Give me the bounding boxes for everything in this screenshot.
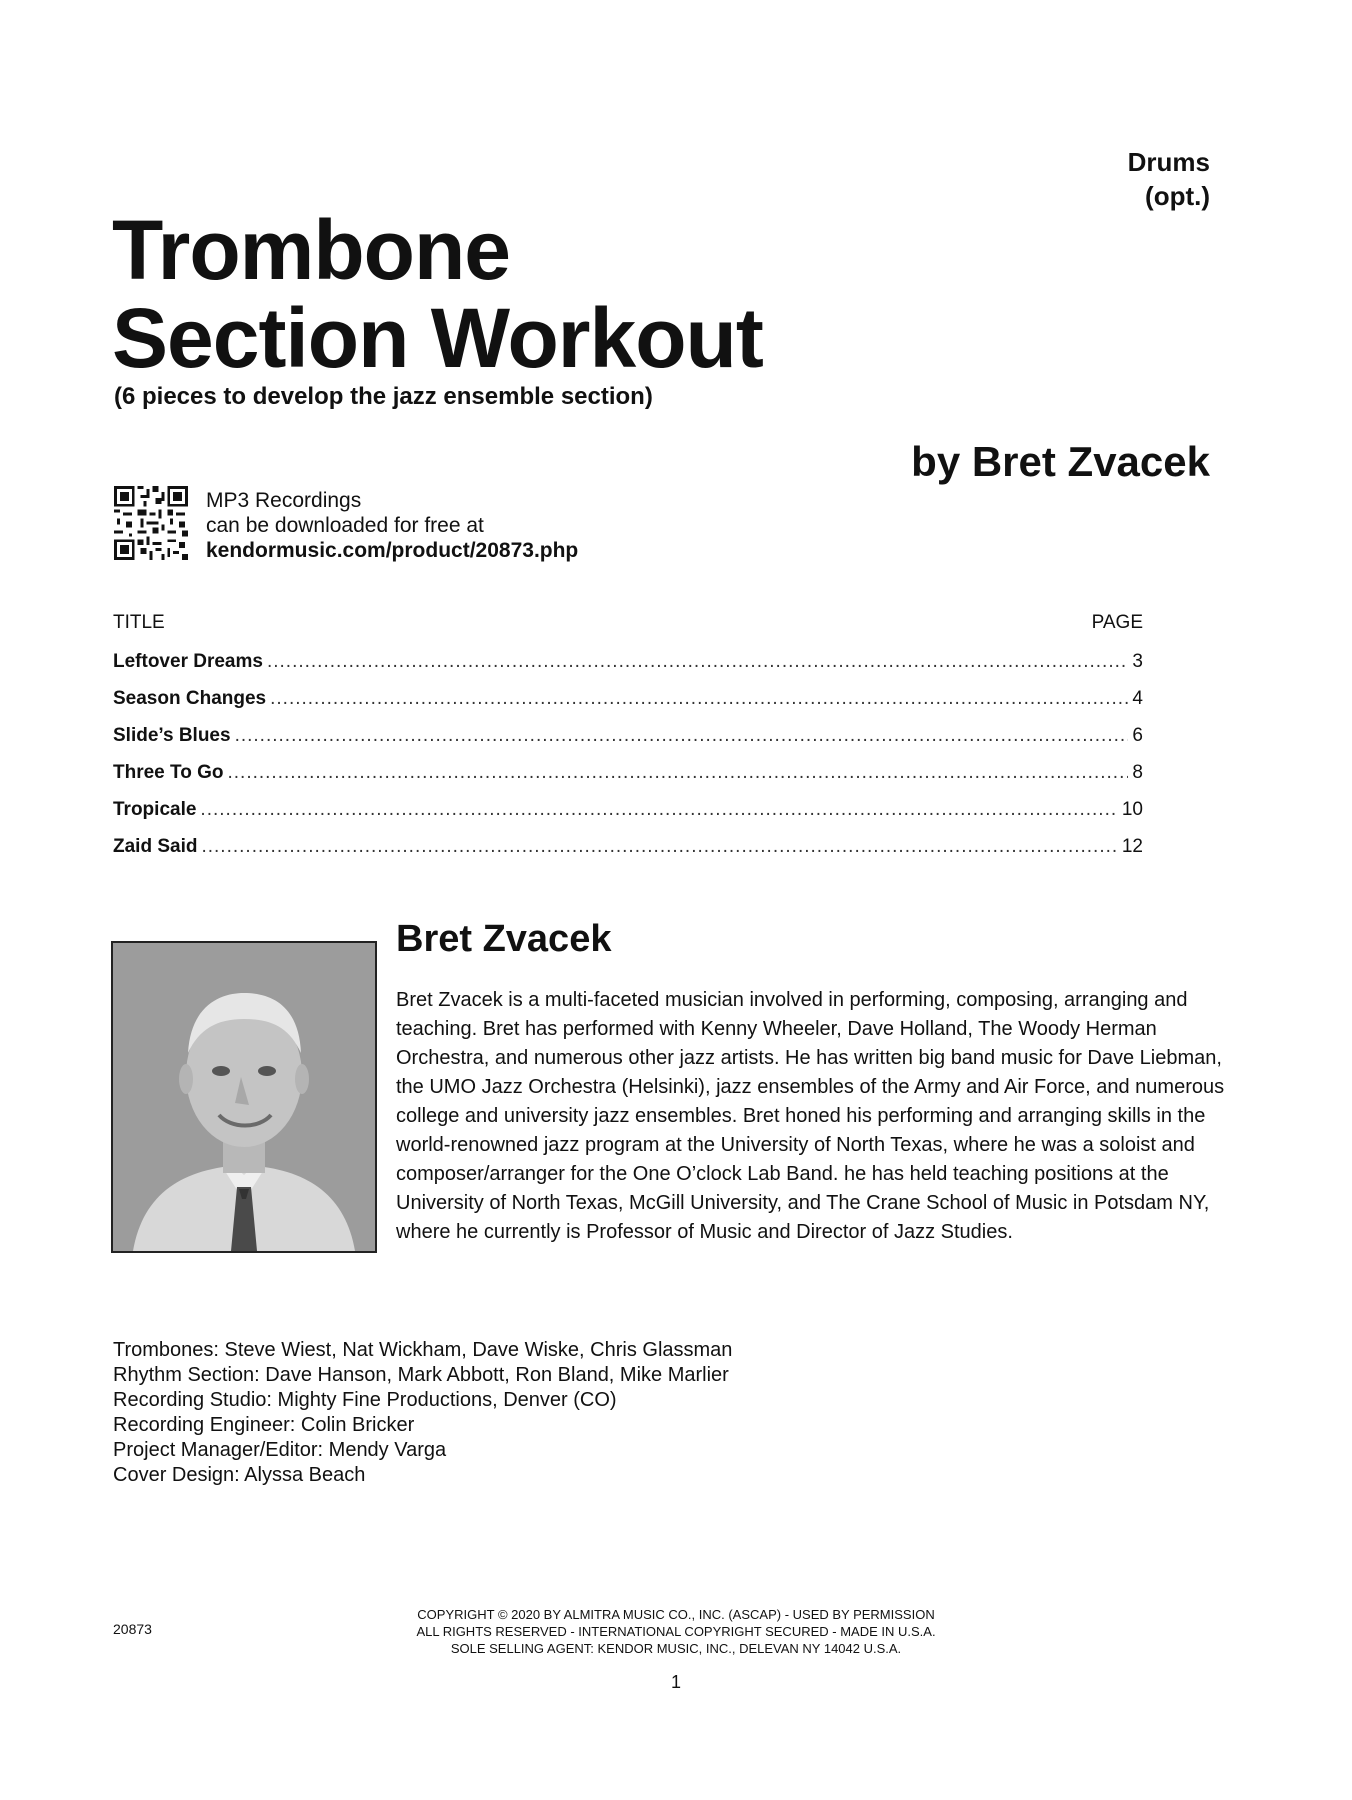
- author-photo: [111, 941, 377, 1253]
- download-line-2: can be downloaded for free at: [206, 514, 484, 537]
- credits-list: [113, 1338, 732, 1488]
- toc-entry[interactable]: [113, 725, 1143, 762]
- toc-page-column-header: PAGE: [1091, 612, 1143, 633]
- toc-entry[interactable]: [113, 836, 1143, 873]
- qr-code-icon[interactable]: [114, 486, 188, 560]
- toc-leader-dots: [235, 725, 1129, 747]
- credit-line: Recording Studio: Mighty Fine Productions, Denver (CO): [113, 1389, 617, 1411]
- toc-entry-title: Leftover Dreams: [113, 651, 263, 672]
- toc-leader-dots: [227, 762, 1128, 784]
- toc-entry[interactable]: [113, 762, 1143, 799]
- bio-heading: Bret Zvacek: [396, 918, 612, 960]
- instrument-optional: (opt.): [1145, 181, 1210, 211]
- table-of-contents: [113, 612, 1143, 873]
- toc-entry-title: Slide’s Blues: [113, 725, 231, 746]
- toc-header: [113, 612, 1143, 634]
- credit-line: Rhythm Section: Dave Hanson, Mark Abbott, Ron Bland, Mike Marlier: [113, 1364, 729, 1386]
- credit-line: Trombones: Steve Wiest, Nat Wickham, Dave Wiske, Chris Glassman: [113, 1339, 733, 1361]
- toc-entry[interactable]: [113, 799, 1143, 836]
- portrait-illustration: [113, 943, 375, 1251]
- copyright-notice: [0, 1606, 1352, 1657]
- toc-entry-title: Zaid Said: [113, 836, 198, 857]
- toc-leader-dots: [200, 799, 1117, 821]
- credit-line: Project Manager/Editor: Mendy Varga: [113, 1439, 447, 1461]
- copyright-line-2: ALL RIGHTS RESERVED - INTERNATIONAL COPYRIGHT SECURED - MADE IN U.S.A.: [416, 1624, 936, 1639]
- toc-leader-dots: [201, 836, 1117, 858]
- toc-entry[interactable]: [113, 651, 1143, 688]
- toc-leader-dots: [270, 688, 1128, 710]
- toc-entry-title: Season Changes: [113, 688, 267, 709]
- subtitle: (6 pieces to develop the jazz ensemble section): [114, 383, 653, 410]
- toc-entry-page: 10: [1121, 799, 1143, 820]
- copyright-line-3: SOLE SELLING AGENT: KENDOR MUSIC, INC., DELEVAN NY 14042 U.S.A.: [450, 1641, 902, 1656]
- toc-entry-page: 12: [1121, 836, 1143, 857]
- title-line-1: Trombone: [112, 203, 511, 297]
- toc-leader-dots: [267, 651, 1128, 673]
- catalog-number: 20873: [113, 1621, 152, 1637]
- credit-line: Recording Engineer: Colin Bricker: [113, 1414, 415, 1436]
- instrument-label: [1128, 145, 1210, 213]
- toc-title-column-header: TITLE: [113, 612, 165, 633]
- toc-entry-title: Tropicale: [113, 799, 197, 820]
- download-link[interactable]: kendormusic.com/product/20873.php: [206, 539, 579, 562]
- bio-paragraph: Bret Zvacek is a multi-faceted musician involved in performing, composing, arranging and teaching. Bret has performed with Kenny Wheeler, Dave Holland, The Woody Herman Orchestra, and numerous other jazz artists. He has written big band music for Dave Liebman, the UMO Jazz Orchestra (Helsinki), jazz ensembles of the Army and Air Force, and numerous college and university jazz ensembles. Bret honed his performing and arranging skills in the world-renowned jazz program at the University of North Texas, where he was a soloist and composer/arranger for the One O’clock Lab Band. he has held teaching positions at the University of North Texas, McGill University, and The Crane School of Music in Potsdam NY, where he currently is Professor of Music and Director of Jazz Studies.: [396, 989, 1225, 1243]
- page-number: 1: [670, 1672, 681, 1692]
- download-notice: [206, 488, 578, 563]
- toc-entry-page: 3: [1132, 651, 1143, 672]
- toc-entry-page: 6: [1132, 725, 1143, 746]
- instrument-name: Drums: [1127, 147, 1210, 177]
- copyright-line-1: COPYRIGHT © 2020 BY ALMITRA MUSIC CO., INC. (ASCAP) - USED BY PERMISSION: [417, 1607, 935, 1622]
- toc-entry[interactable]: [113, 688, 1143, 725]
- toc-entry-title: Three To Go: [113, 762, 224, 783]
- composer-byline: by Bret Zvacek: [911, 438, 1210, 485]
- toc-entry-page: 8: [1132, 762, 1143, 783]
- toc-entry-page: 4: [1132, 688, 1143, 709]
- title-line-2: Section Workout: [112, 291, 763, 385]
- page-title: [112, 203, 763, 385]
- download-line-1: MP3 Recordings: [206, 489, 362, 512]
- credit-line: Cover Design: Alyssa Beach: [113, 1464, 366, 1486]
